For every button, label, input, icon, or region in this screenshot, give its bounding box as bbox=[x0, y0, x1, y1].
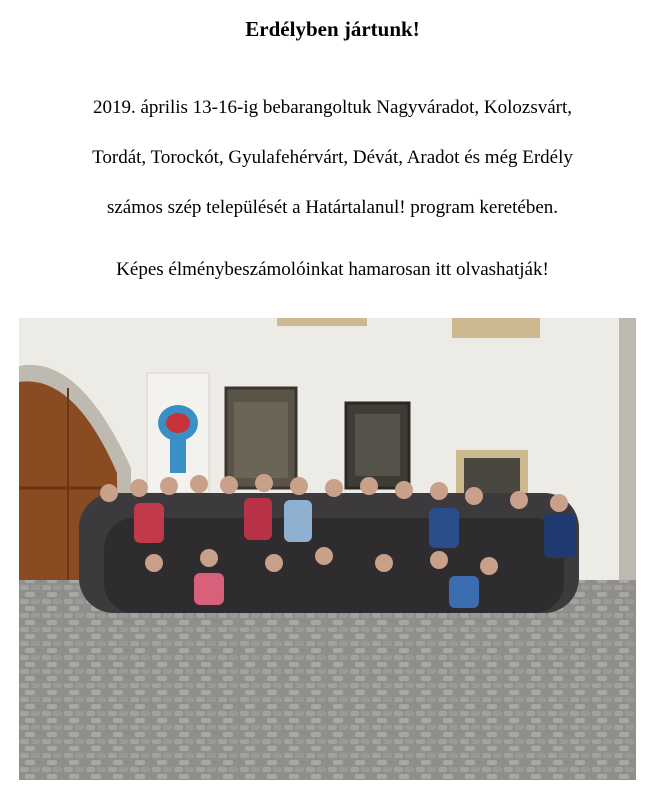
page-title: Erdélyben jártunk! bbox=[245, 17, 420, 41]
intro-line-3: számos szép települését a Határtalanul! program keretében. bbox=[106, 197, 559, 218]
student-group bbox=[79, 474, 579, 613]
group-photo-illustration bbox=[19, 318, 636, 780]
group-photo bbox=[19, 318, 636, 780]
intro-line-1: 2019. április 13-16-ig bebarangoltuk Nagyváradot, Kolozsvárt, bbox=[92, 97, 573, 118]
announcement-line: Képes élménybeszámolóinkat hamarosan itt olvashatják! bbox=[116, 259, 549, 280]
intro-line-2: Tordát, Torockót, Gyulafehérvárt, Dévát, Aradot és még Erdély bbox=[92, 147, 573, 168]
